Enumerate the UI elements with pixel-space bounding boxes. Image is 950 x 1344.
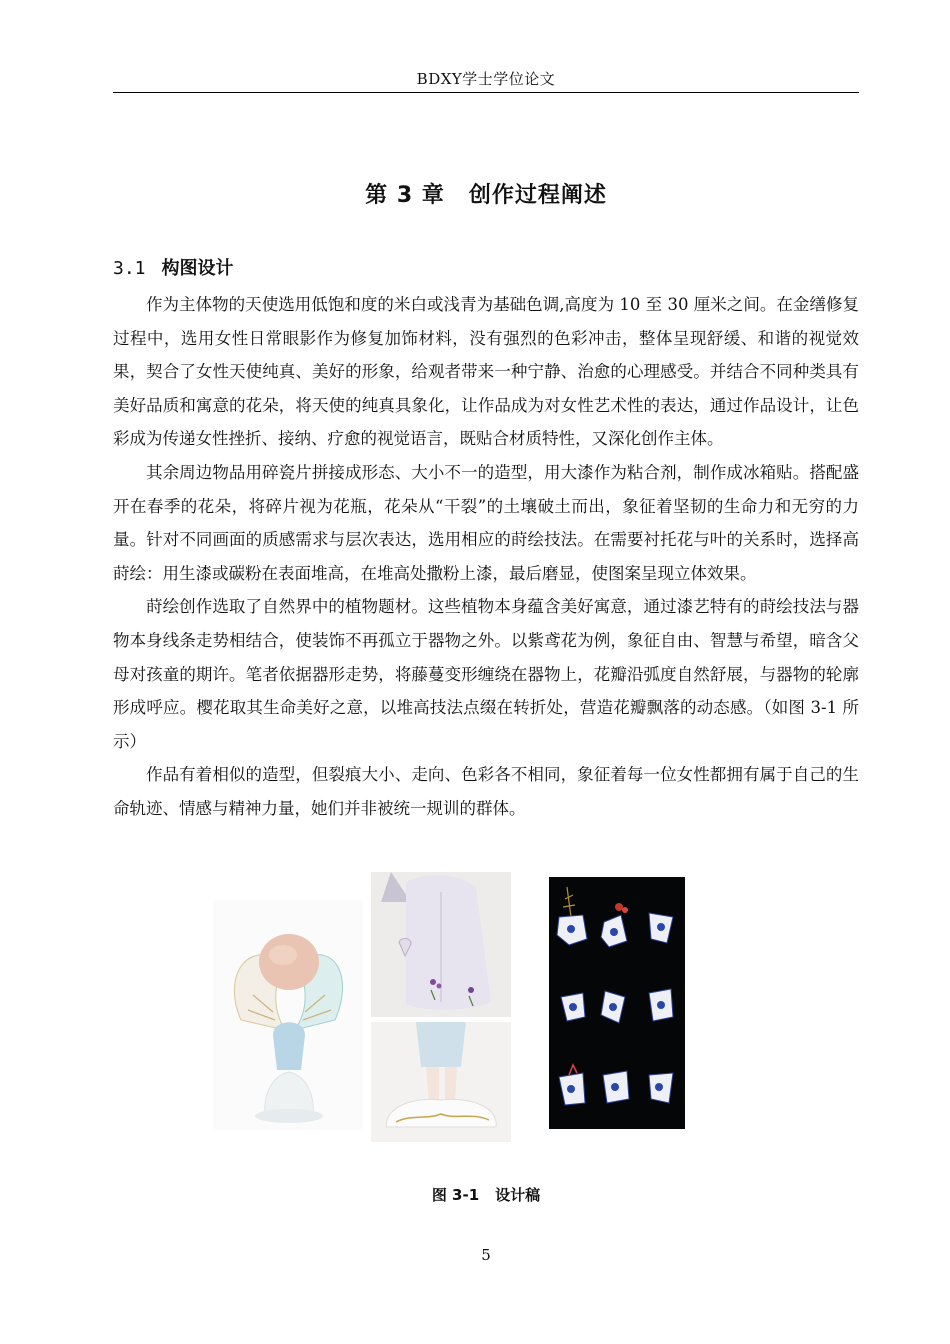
paragraph: 作为主体物的天使选用低饱和度的米白或浅青为基础色调,高度为 10 至 30 厘米之间。在金缮修复过程中，选用女性日常眼影作为修复加饰材料，没有强烈的色彩冲击，整体呈现舒缓、和谐的视觉效果，契合了女性天使纯真、美好的形象，给观者带来一种宁静、治愈的心理感受。并结合不同种类具有美好品质和寓意的花朵，将天使的纯真具象化，让作品成为对女性艺术性的表达，通过作品设计，让色彩成为传递女性挫折、接纳、疗愈的视觉语言，既贴合材质特性，又深化创作主体。 — [113, 295, 859, 449]
section-name: 构图设计 — [161, 258, 234, 279]
figurine-dress-image — [371, 872, 511, 1017]
figurine-base-image — [371, 1022, 511, 1142]
figure-caption-text: 设计稿 — [495, 1186, 541, 1204]
angel-figurine-image — [213, 900, 363, 1130]
chapter-name: 创作过程阐述 — [468, 183, 607, 208]
figure-caption — [113, 1184, 859, 1205]
paragraph: 莳绘创作选取了自然界中的植物题材。这些植物本身蕴含美好寓意，通过漆艺特有的莳绘技法与器物本身线条走势相结合，使装饰不再孤立于器物之外。以紫鸢花为例，象征自由、智慧与希望，暗含父母对孩童的期许。笔者依据器形走势，将藤蔓变形缠绕在器物上，花瓣沿弧度自然舒展，与器物的轮廓形成呼应。樱花取其生命美好之意，以堆高技法点缀在转折处，营造花瓣飘落的动态感。（如图 3-1 所示） — [113, 597, 859, 751]
paragraph: 其余周边物品用碎瓷片拼接成形态、大小不一的造型，用大漆作为粘合剂，制作成冰箱贴。搭配盛开在春季的花朵，将碎片视为花瓶，花朵从“干裂”的土壤破土而出，象征着坚韧的生命力和无穷的力量。针对不同画面的质感需求与层次表达，选用相应的莳绘技法。在需要衬托花与叶的关系时，选择高莳绘：用生漆或碳粉在表面堆高，在堆高处撒粉上漆，最后磨显，使图案呈现立体效果。 — [113, 462, 859, 583]
figure-3-1 — [113, 872, 859, 1162]
running-header: BDXY学士学位论文 — [416, 70, 556, 88]
paragraph: 作品有着相似的造型，但裂痕大小、走向、色彩各不相同，象征着每一位女性都拥有属于自己的生命轨迹、情感与精神力量，她们并非被统一规训的群体。 — [113, 765, 859, 818]
section-number: 3.1 — [113, 258, 146, 279]
body-text — [113, 288, 859, 826]
section-heading — [113, 254, 234, 280]
page-number: 5 — [481, 1246, 491, 1264]
figure-label: 图 3-1 — [431, 1186, 480, 1204]
porcelain-shards-image — [549, 877, 685, 1129]
header-rule — [113, 92, 859, 93]
chapter-label: 第 3 章 — [365, 183, 445, 208]
chapter-title — [113, 178, 859, 209]
